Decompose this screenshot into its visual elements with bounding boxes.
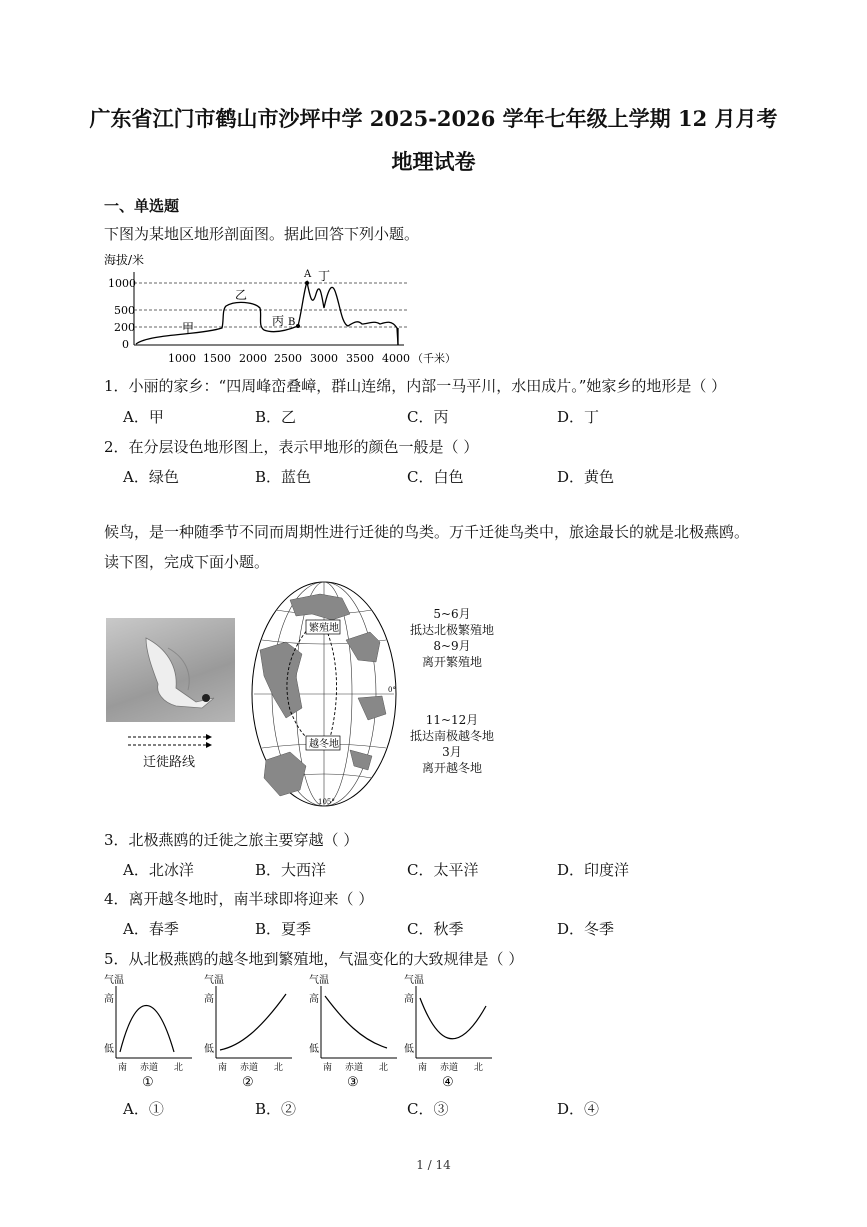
temp-x-south: 南 [323,1063,333,1073]
point-A [305,281,309,285]
temp-x-north: 北 [379,1063,389,1073]
question-3 [104,829,358,850]
option-3b[interactable]: B．大西洋 [255,861,327,879]
option-5d[interactable]: D．④ [557,1100,600,1118]
temp-curve [420,998,486,1039]
option-2c[interactable]: C．白色 [407,468,464,486]
note-1: 5~6月 [433,607,471,621]
option-1d[interactable]: D．丁 [557,408,600,426]
y-tick-1000: 1000 [108,277,136,290]
legend-label: 迁徙路线 [143,755,196,770]
option-2b[interactable]: B．蓝色 [255,468,312,486]
temp-chart-1 [104,974,192,1090]
question-number: 1． [104,377,129,395]
option-1c[interactable]: C．丙 [407,408,449,426]
temp-chart-3 [309,974,397,1090]
temp-low-label: 低 [309,1044,319,1055]
temperature-charts [104,972,504,1090]
question-text: 从北极燕鸥的越冬地到繁殖地，气温变化的大致规律是（ ） [128,950,524,968]
temp-chart-2 [204,974,292,1090]
temp-x-equator: 赤道 [345,1063,364,1073]
y-tick-500: 500 [114,304,135,317]
temp-low-label: 低 [404,1044,414,1055]
y-axis-label: 海拔/米 [104,253,145,267]
temp-chart-label: ③ [347,1075,359,1090]
y-tick-200: 200 [114,321,135,334]
label-A: A [304,269,312,280]
note-8: 离开越冬地 [421,761,482,775]
label-B: B [288,317,296,328]
y-tick-0: 0 [122,338,129,351]
temp-curve [325,996,387,1048]
temp-high-label: 高 [104,994,114,1005]
tern-photo [106,618,235,722]
page-title-line2: 地理试卷 [391,149,476,174]
temp-ylabel: 气温 [309,975,329,986]
question-2 [104,436,478,457]
world-map [250,580,398,808]
question-text: 在分层设色地形图上，表示甲地形的颜色一般是（ ） [128,438,479,456]
terrain-profile-line [136,282,398,345]
note-3: 8~9月 [433,639,471,653]
x-tick-4000: 4000 [382,352,410,365]
temp-x-equator: 赤道 [140,1063,159,1073]
temp-chart-label: ② [242,1075,254,1090]
option-5a[interactable]: A．① [123,1100,164,1118]
bird-icon [106,618,235,722]
temp-high-label: 高 [204,994,214,1005]
note-6: 抵达南极越冬地 [409,729,494,743]
temp-ylabel: 气温 [404,975,424,986]
temp-curve [220,994,286,1050]
page-number: 1 / 14 [416,1158,451,1172]
option-4c[interactable]: C．秋季 [407,920,464,938]
option-2a[interactable]: A．绿色 [123,468,179,486]
temp-x-south: 南 [118,1063,128,1073]
x-tick-1500: 1500 [203,352,231,365]
option-5c[interactable]: C．③ [407,1100,449,1118]
point-B [296,324,300,328]
x-tick-3000: 3000 [310,352,338,365]
option-1b[interactable]: B．乙 [255,408,297,426]
note-2: 抵达北极繁殖地 [409,623,494,637]
question-text: 小丽的家乡：“四周峰峦叠嶂，群山连绵，内部一马平川，水田成片。”她家乡的地形是（ ） [128,377,727,395]
intro-text-2: 候鸟，是一种随季节不同而周期性进行迁徙的鸟类。万千迁徙鸟类中，旅途最长的就是北极燕鸥。 [104,523,750,541]
note-4: 离开繁殖地 [421,655,482,669]
lon-105-label: 105° [318,798,335,806]
temp-chart-4 [404,974,492,1090]
temp-ylabel: 气温 [104,975,124,986]
option-3d[interactable]: D．印度洋 [557,861,630,879]
option-1a[interactable]: A．甲 [123,408,164,426]
label-bing: 丙 [272,314,285,328]
wintering-label: 越冬地 [309,739,339,750]
temp-x-equator: 赤道 [240,1063,259,1073]
x-tick-3500: 3500 [346,352,374,365]
temp-low-label: 低 [204,1044,214,1055]
question-text: 离开越冬地时，南半球即将迎来（ ） [128,890,374,908]
note-7: 3月 [442,745,462,759]
question-text: 北极燕鸥的迁徙之旅主要穿越（ ） [128,831,359,849]
label-jia: 甲 [182,321,195,335]
question-4 [104,888,373,909]
temp-chart-label: ④ [442,1075,454,1090]
map-notes-bottom [404,712,500,776]
temp-ylabel: 气温 [204,975,224,986]
x-axis-unit: （千米） [412,352,456,365]
option-4d[interactable]: D．冬季 [557,920,615,938]
x-tick-2000: 2000 [239,352,267,365]
option-4b[interactable]: B．夏季 [255,920,312,938]
temp-curve [120,1006,174,1053]
temp-x-equator: 赤道 [440,1063,459,1073]
x-tick-2500: 2500 [274,352,302,365]
temp-x-north: 北 [274,1063,284,1073]
temp-x-north: 北 [174,1063,184,1073]
lon-0-label: 0° [388,686,396,694]
breeding-label: 繁殖地 [309,623,339,634]
intro-text-3: 读下图，完成下面小题。 [104,553,270,571]
section-title: 一、单选题 [104,197,180,215]
option-4a[interactable]: A．春季 [123,920,179,938]
temp-low-label: 低 [104,1044,114,1055]
intro-text: 下图为某地区地形剖面图。据此回答下列小题。 [104,225,420,243]
temp-high-label: 高 [404,994,414,1005]
map-notes-top [404,606,500,670]
question-number: 4． [104,890,129,908]
label-ding: 丁 [318,269,331,283]
question-1 [104,375,726,396]
temp-x-south: 南 [218,1063,228,1073]
temp-chart-label: ① [142,1075,154,1090]
question-number: 5． [104,950,129,968]
terrain-profile-chart [104,250,464,368]
option-5b[interactable]: B．② [255,1100,297,1118]
temp-high-label: 高 [309,994,319,1005]
option-2d[interactable]: D．黄色 [557,468,615,486]
temp-x-north: 北 [474,1063,484,1073]
x-tick-1000: 1000 [168,352,196,365]
question-number: 3． [104,831,129,849]
question-5 [104,948,523,969]
note-5: 11~12月 [425,713,479,727]
option-3a[interactable]: A．北冰洋 [123,861,194,879]
option-3c[interactable]: C．太平洋 [407,861,479,879]
label-yi: 乙 [235,288,248,302]
page-title-line1: 广东省江门市鹤山市沙坪中学 2025-2026 学年七年级上学期 12 月月考 [89,106,778,131]
question-number: 2． [104,438,129,456]
temp-x-south: 南 [418,1063,428,1073]
